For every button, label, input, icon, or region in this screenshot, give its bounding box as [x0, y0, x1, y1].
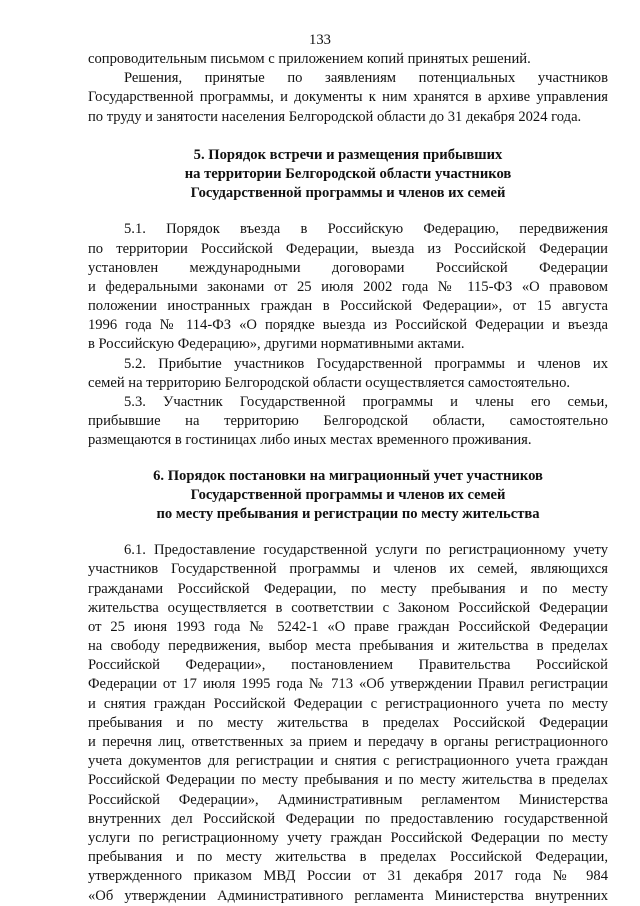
text-line: утвержденного приказом МВД России от 31 декабря 2017 года № 984 — [88, 868, 608, 885]
text-line: в Российскую Федерацию», другими нормативными актами. — [88, 336, 465, 353]
paragraph-5-3 — [88, 393, 608, 451]
text-line: и снятия граждан Российской Федерации с регистрационного учета по месту — [88, 695, 608, 712]
text-line: пребывания и по месту жительства в пределах Российской Федерации, — [88, 849, 608, 866]
text-line: «Об утверждении Административного регламента Министерства внутренних — [88, 887, 608, 904]
text-line: размещаются в гостиницах либо иных местах временного проживания. — [88, 432, 532, 449]
text-line: 1996 года № 114-ФЗ «О порядке выезда из Российской Федерации и въезда — [88, 317, 608, 334]
text-line: по труду и занятости населения Белгородской области до 31 декабря 2024 года. — [88, 108, 582, 125]
text-line: сопроводительным письмом с приложением копий принятых решений. — [88, 51, 531, 67]
page-number: 133 — [309, 32, 331, 48]
text-line: Решения, принятые по заявлениям потенциальных участников — [124, 70, 608, 87]
text-line: услуги по регистрационному учету граждан Российской Федерации по месту — [88, 829, 608, 846]
text-line: Российской Федерации», Административным регламентом Министерства — [88, 791, 608, 808]
text-line: Государственной программы, и документы к ним хранятся в архиве управления — [88, 89, 608, 106]
text-line: 6.1. Предоставление государственной услуги по регистрационному учету — [124, 542, 608, 559]
section-6-heading — [88, 467, 608, 525]
text-line: по территории Российской Федерации, выезда из Российской Федерации — [88, 240, 608, 257]
text-line: 5.3. Участник Государственной программы и члены его семьи, — [124, 394, 608, 410]
text-line: 5.1. Порядок въезда в Российскую Федерацию, передвижения — [124, 221, 608, 238]
text-line: внутренних дел Российской Федерации по предоставлению государственной — [88, 810, 608, 827]
heading-line: на территории Белгородской области участников — [184, 165, 512, 182]
text-line: гражданами Российской Федерации, по месту пребывания и по месту — [88, 580, 608, 597]
heading-line: 5. Порядок встречи и размещения прибывших — [193, 146, 503, 163]
text-line: прибывшие на территорию Белгородской области, самостоятельно — [88, 413, 608, 430]
paragraph-5-1 — [88, 220, 608, 354]
heading-line: 6. Порядок постановки на миграционный учет участников — [153, 467, 543, 484]
text-line: жительства осуществляется в соответствии с Законом Российской Федерации — [88, 599, 608, 616]
heading-line: Государственной программы и членов их семей — [190, 486, 506, 503]
text-line: Федерации от 17 июля 1995 года № 713 «Об утверждении Правил регистрации — [88, 676, 608, 693]
text-line: Российской Федерации по месту пребывания и по месту жительства в пределах — [88, 772, 608, 789]
text-line: и перечня лиц, ответственных за прием и передачу в органы регистрационного — [88, 734, 608, 750]
intro-tail-paragraph — [88, 50, 608, 69]
text-line: от 25 июня 1993 года № 5242-1 «О праве граждан Российской Федерации — [88, 618, 608, 635]
text-line: Российской Федерации», постановлением Правительства Российской — [88, 657, 608, 674]
text-line: и федеральными законами от 25 июля 2002 года № 115-ФЗ «О правовом — [88, 278, 608, 295]
document-body — [88, 50, 608, 906]
heading-line: по месту пребывания и регистрации по месту жительства — [156, 505, 540, 522]
text-line: участников Государственной программы и членов их семей, являющихся — [88, 561, 608, 578]
text-line: учета документов для регистрации и снятия с регистрационного учета граждан — [88, 753, 608, 770]
section-5-heading — [88, 146, 608, 204]
paragraph-5-2 — [88, 355, 608, 393]
text-line: установлен международными договорами Российской Федерации — [88, 259, 608, 276]
text-line: семей на территорию Белгородской области осуществляется самостоятельно. — [88, 374, 571, 391]
archive-paragraph — [88, 69, 608, 127]
paragraph-6-1 — [88, 541, 608, 906]
text-line: на свободу передвижения, выбор места пребывания и жительства в пределах — [88, 638, 608, 655]
text-line: 5.2. Прибытие участников Государственной программы и членов их — [124, 355, 608, 372]
heading-line: Государственной программы и членов их семей — [190, 185, 506, 202]
text-line: пребывания и по месту жительства в пределах Российской Федерации — [88, 714, 608, 731]
text-line: положении иностранных граждан в Российской Федерации», от 15 августа — [88, 298, 608, 315]
